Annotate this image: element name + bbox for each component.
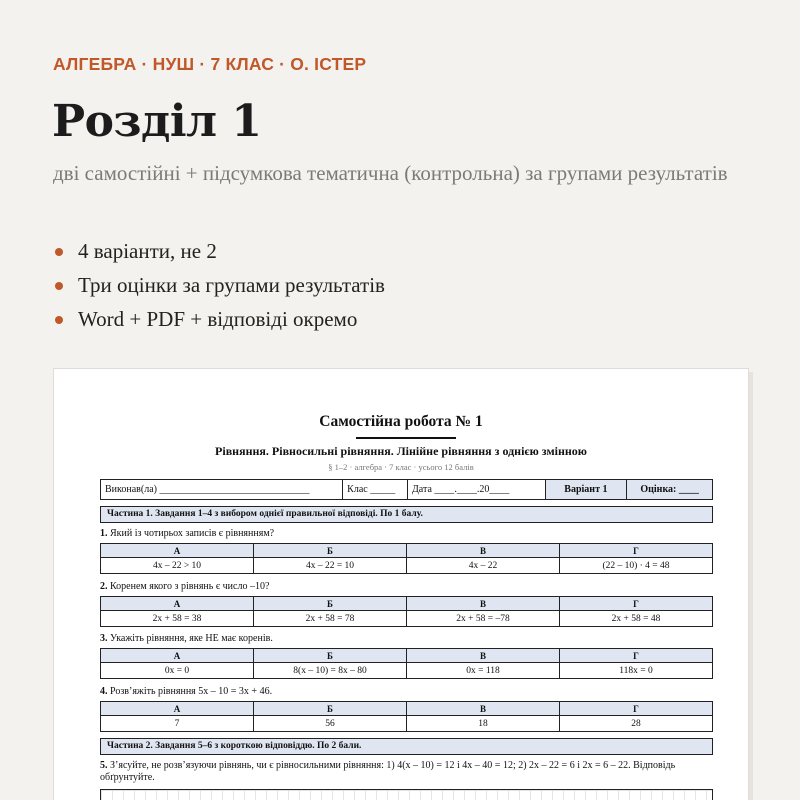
- answer-grid: [100, 789, 713, 800]
- question-text: Коренем якого з рівнянь є число –10?: [110, 581, 270, 592]
- question-number: 1.: [100, 528, 108, 539]
- option-letter: А: [101, 702, 254, 716]
- worksheet-title: Самостійна робота № 1: [319, 413, 483, 430]
- option-value: 2x + 58 = –78: [407, 611, 560, 627]
- option-value: 28: [560, 716, 713, 732]
- feature-item: [55, 302, 385, 336]
- answer-table-3: [100, 648, 713, 679]
- worksheet-subtitle: Рівняння. Рівносильні рівняння. Лінійне рівняння з однією змінною: [215, 444, 587, 458]
- option-letter: В: [407, 702, 560, 716]
- feature-item: [55, 268, 385, 302]
- option-letter: Б: [254, 597, 407, 611]
- question-5: [100, 760, 716, 784]
- option-letter: Г: [560, 544, 713, 558]
- option-letter: Б: [254, 702, 407, 716]
- option-letter: Г: [560, 702, 713, 716]
- grade-field: Оцінка: ____: [627, 480, 712, 499]
- feature-list: [55, 234, 385, 336]
- option-letter: А: [101, 649, 254, 663]
- option-letter: Г: [560, 597, 713, 611]
- feature-item: [55, 234, 385, 268]
- option-value: 2x + 58 = 38: [101, 611, 254, 627]
- student-info-row: [100, 479, 713, 500]
- option-letter: А: [101, 544, 254, 558]
- date-field: Дата ____.____.20____: [408, 480, 546, 499]
- option-value: 2x + 58 = 78: [254, 611, 407, 627]
- question-1: [100, 528, 720, 540]
- question-text: Укажіть рівняння, яке НЕ має коренів.: [110, 633, 273, 644]
- question-text: З’ясуйте, не розв’язуючи рівнянь, чи є рівносильними рівняння: 1) 4(x – 10) = 12 і 4x – 40 = 12; 2) 2x – 22 = 6 і 2x = 6 – 22. Відповідь обґрунтуйте.: [100, 760, 676, 783]
- part2-heading: Частина 2. Завдання 5–6 з короткою відповіддю. По 2 бали.: [100, 738, 713, 755]
- variant-label: Варіант 1: [546, 480, 628, 499]
- question-number: 2.: [100, 581, 108, 592]
- option-letter: Б: [254, 544, 407, 558]
- option-value: 118x = 0: [560, 663, 713, 679]
- question-number: 3.: [100, 633, 108, 644]
- bullet-dot-icon: [55, 316, 63, 324]
- question-4: [100, 686, 720, 698]
- question-text: Який із чотирьох записів є рівнянням?: [110, 528, 275, 539]
- title-underline: [356, 437, 456, 439]
- option-value: 18: [407, 716, 560, 732]
- option-value: 2x + 58 = 48: [560, 611, 713, 627]
- option-value: 7: [101, 716, 254, 732]
- page-title: Розділ 1: [52, 96, 262, 147]
- option-letter: Б: [254, 649, 407, 663]
- option-letter: В: [407, 597, 560, 611]
- option-value: 4x – 22 > 10: [101, 558, 254, 574]
- question-text: Розв’яжіть рівняння 5x – 10 = 3x + 46.: [110, 686, 273, 697]
- course-kicker: АЛГЕБРА · НУШ · 7 КЛАС · О. ІСТЕР: [53, 54, 367, 74]
- option-value: (22 – 10) · 4 = 48: [560, 558, 713, 574]
- question-number: 5.: [100, 760, 108, 771]
- feature-label: Три оцінки за групами результатів: [78, 273, 385, 297]
- part1-heading: Частина 1. Завдання 1–4 з вибором однієї правильної відповіді. По 1 балу.: [100, 506, 713, 523]
- class-field: Клас _____: [343, 480, 408, 499]
- option-value: 0x = 118: [407, 663, 560, 679]
- option-value: 4x – 22: [407, 558, 560, 574]
- worksheet-preview: [53, 368, 749, 800]
- option-value: 4x – 22 = 10: [254, 558, 407, 574]
- option-letter: В: [407, 544, 560, 558]
- option-value: 56: [254, 716, 407, 732]
- option-letter: А: [101, 597, 254, 611]
- page-subtitle: дві самостійні + підсумкова тематична (контрольна) за групами результатів: [53, 161, 728, 185]
- option-letter: Г: [560, 649, 713, 663]
- option-letter: В: [407, 649, 560, 663]
- feature-label: Word + PDF + відповіді окремо: [78, 307, 358, 331]
- question-2: [100, 581, 720, 593]
- student-field: Виконав(ла) ______________________________: [101, 480, 343, 499]
- option-value: 8(x – 10) = 8x – 80: [254, 663, 407, 679]
- answer-table-4: [100, 701, 713, 732]
- question-number: 4.: [100, 686, 108, 697]
- option-value: 0x = 0: [101, 663, 254, 679]
- question-3: [100, 633, 720, 645]
- bullet-dot-icon: [55, 248, 63, 256]
- worksheet-meta: § 1–2 · алгебра · 7 клас · усього 12 балів: [328, 462, 474, 472]
- answer-table-1: [100, 543, 713, 574]
- feature-label: 4 варіанти, не 2: [78, 239, 217, 263]
- bullet-dot-icon: [55, 282, 63, 290]
- answer-table-2: [100, 596, 713, 627]
